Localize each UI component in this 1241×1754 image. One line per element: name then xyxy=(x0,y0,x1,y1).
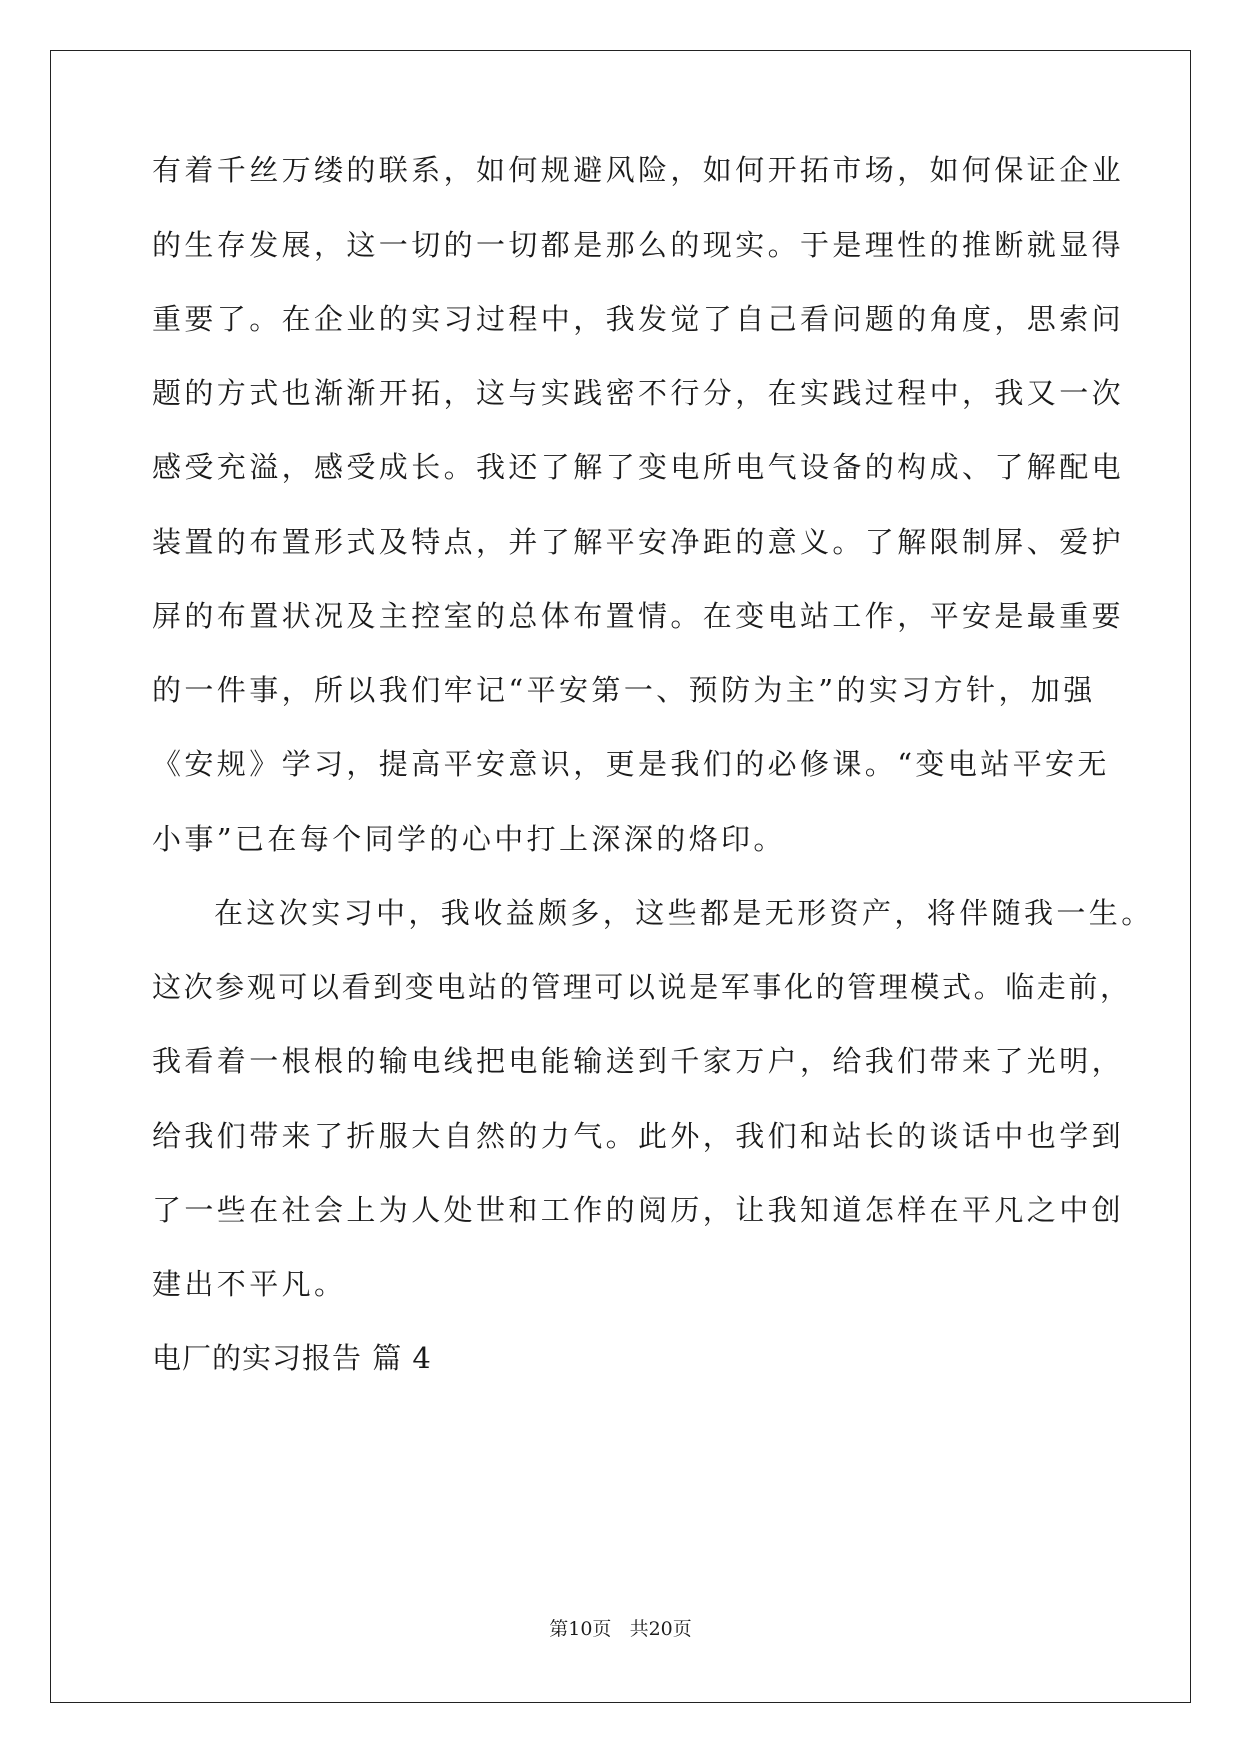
text-line: 我看着一根根的输电线把电能输送到千家万户，给我们带来了光明， xyxy=(152,1044,1125,1078)
text-line: 有着千丝万缕的联系，如何规避风险，如何开拓市场，如何保证企业 xyxy=(152,153,1125,187)
text-line: 装置的布置形式及特点，并了解平安净距的意义。了解限制屏、爱护 xyxy=(152,525,1125,559)
section-heading: 电厂的实习报告 篇 4 xyxy=(152,1341,432,1375)
page-number: 第10页 xyxy=(549,1618,612,1640)
text-line: 感受充溢，感受成长。我还了解了变电所电气设备的构成、了解配电 xyxy=(152,450,1125,484)
text-line: 重要了。在企业的实习过程中，我发觉了自己看问题的角度，思索问 xyxy=(152,302,1125,336)
text-line: 的一件事，所以我们牢记“平安第一、预防为主”的实习方针，加强 xyxy=(152,673,1096,707)
page-total: 共20页 xyxy=(629,1618,692,1640)
text-line: 给我们带来了折服大自然的力气。此外，我们和站长的谈话中也学到 xyxy=(152,1119,1125,1153)
text-line: 小事”已在每个同学的心中打上深深的烙印。 xyxy=(152,822,786,856)
text-line: 的生存发展，这一切的一切都是那么的现实。于是理性的推断就显得 xyxy=(152,228,1125,262)
text-line: 建出不平凡。 xyxy=(152,1267,347,1301)
page-border xyxy=(50,50,1191,1703)
text-line: 《安规》学习，提高平安意识，更是我们的必修课。“变电站平安无 xyxy=(152,747,1110,781)
text-line: 题的方式也渐渐开拓，这与实践密不行分，在实践过程中，我又一次 xyxy=(152,376,1125,410)
paragraph-start-line: 在这次实习中，我收益颇多，这些都是无形资产，将伴随我一生。 xyxy=(214,896,1154,930)
text-line: 了一些在社会上为人处世和工作的阅历，让我知道怎样在平凡之中创 xyxy=(152,1193,1125,1227)
page-footer xyxy=(0,1617,1241,1641)
text-line: 这次参观可以看到变电站的管理可以说是军事化的管理模式。临走前， xyxy=(152,970,1132,1004)
text-line: 屏的布置状况及主控室的总体布置情。在变电站工作，平安是最重要 xyxy=(152,599,1125,633)
